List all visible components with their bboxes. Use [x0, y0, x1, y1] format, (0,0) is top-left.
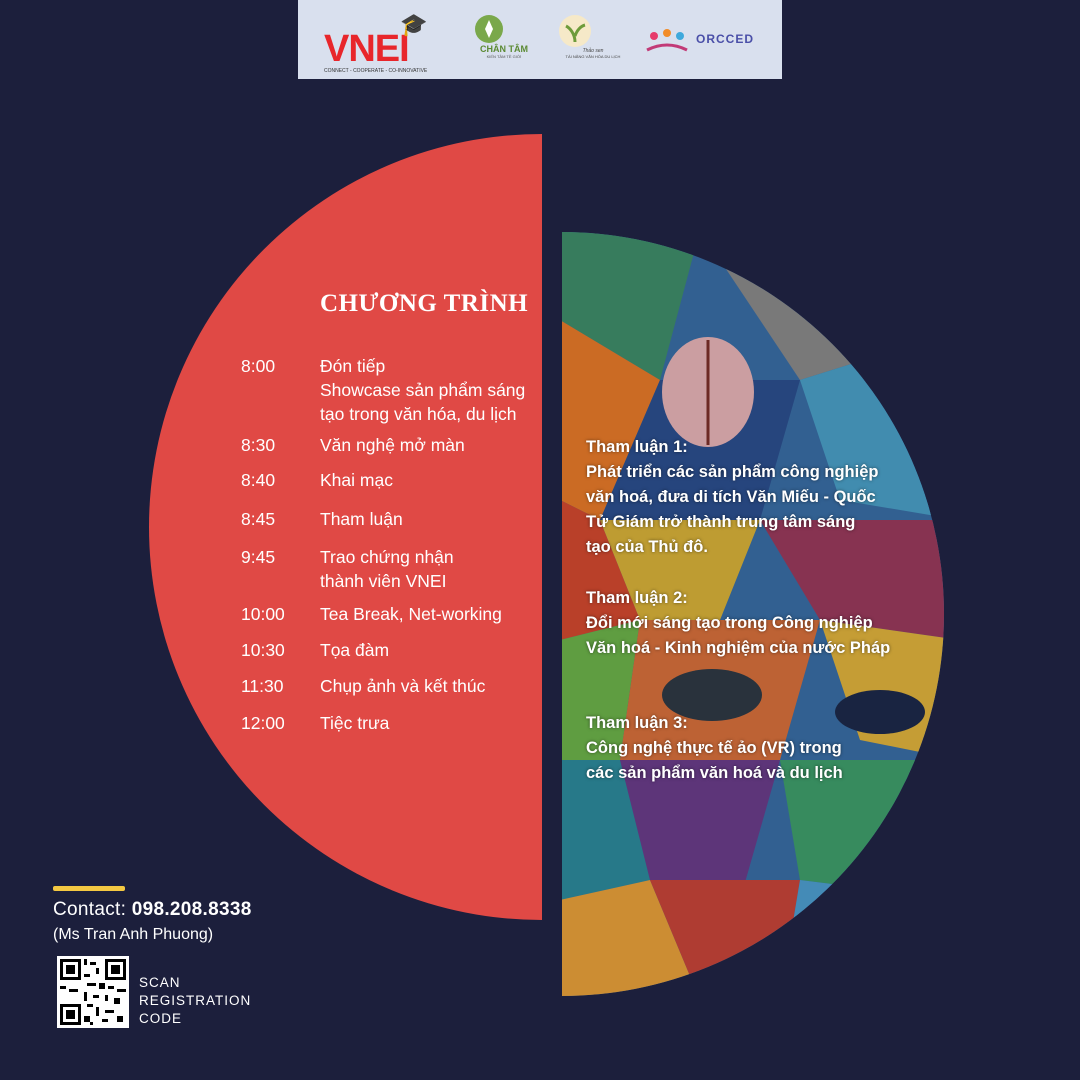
schedule-activity-line: Khai mạc [320, 470, 393, 490]
chantam-logo: CHÂN TÂM KIẾN TÂM TỀ GIỚI [474, 14, 534, 59]
panel-3 [586, 711, 916, 786]
schedule-time: 8:40 [241, 470, 276, 490]
qr-code[interactable] [57, 956, 129, 1028]
schedule-activity [320, 638, 540, 662]
schedule-time: 8:45 [241, 509, 276, 529]
program-title: CHƯƠNG TRÌNH [320, 290, 529, 317]
scan-registration-label: SCAN REGISTRATION CODE [139, 975, 252, 1026]
schedule-time: 9:45 [241, 547, 276, 567]
accent-line [53, 886, 125, 891]
schedule-activity [320, 545, 540, 593]
schedule-activity-line: Trao chứng nhận [320, 547, 454, 567]
schedule-activity-line: tạo trong văn hóa, du lịch [320, 404, 517, 424]
schedule-time: 8:00 [241, 356, 276, 376]
panel-text-line: Công nghệ thực tế ảo (VR) trong [586, 739, 842, 757]
phone-number[interactable]: 098.208.8338 [131, 899, 252, 920]
schedule-activity-line: Tiệc trưa [320, 713, 390, 733]
schedule-activity [320, 674, 540, 698]
schedule-activity [320, 507, 540, 531]
graduation-cap-icon: 🎓 [400, 12, 428, 37]
panel-text-line: Phát triển các sản phẩm công nghiệp [586, 463, 879, 481]
schedule-activity [320, 354, 540, 426]
panel-heading: Tham luận 3: [586, 714, 688, 732]
panel-heading: Tham luận 2: [586, 589, 688, 607]
panel-2 [586, 586, 916, 661]
panel-text-line: Văn hoá - Kinh nghiệm của nước Pháp [586, 639, 891, 657]
panel-text-line: các sản phẩm văn hoá và du lịch [586, 764, 843, 782]
schedule-time: 10:00 [241, 604, 285, 624]
vnei-logo: VNEI 🎓 CONNECT - COOPERATE - CO-INNOVATIVE [324, 12, 428, 74]
contact-name: (Ms Tran Anh Phuong) [53, 926, 214, 943]
panel-text-line: Tử Giám trở thành trung tâm sáng [586, 513, 856, 531]
schedule-activity-line: Chụp ảnh và kết thúc [320, 676, 486, 696]
qr-icon [57, 956, 129, 1028]
schedule-activity-line: Showcase sản phẩm sáng [320, 380, 526, 400]
schedule-activity-line: Tea Break, Net-working [320, 604, 502, 624]
schedule-time: 12:00 [241, 713, 285, 733]
panel-text-line: tạo của Thủ đô. [586, 538, 708, 556]
schedule-activity [320, 468, 540, 492]
schedule-activity-line: Tọa đàm [320, 640, 390, 660]
schedule-activity [320, 433, 540, 457]
schedule-activity-line: Đón tiếp [320, 356, 386, 376]
schedule-time: 11:30 [241, 676, 284, 696]
schedule-time: 8:30 [241, 435, 276, 455]
panel-text-line: Đổi mới sáng tạo trong Công nghiệp [586, 614, 873, 632]
orcced-logo: ORCCED [642, 28, 692, 58]
schedule-activity-line: Tham luận [320, 509, 403, 529]
schedule-activity [320, 602, 540, 626]
schedule-activity-line: Văn nghệ mở màn [320, 435, 465, 455]
schedule-time: 10:30 [241, 640, 285, 660]
panel-text-line: văn hoá, đưa di tích Văn Miếu - Quốc [586, 488, 876, 506]
contact-label: Contact: [53, 899, 132, 920]
panel-heading: Tham luận 1: [586, 438, 688, 456]
tourism-culture-logo: Thảo sen TÀI NĂNG VĂN HÓA DU LỊCH [558, 14, 628, 59]
schedule-activity-line: thành viên VNEI [320, 571, 447, 591]
schedule-activity [320, 711, 540, 735]
panel-1 [586, 435, 916, 560]
contact-phone[interactable] [53, 899, 252, 921]
